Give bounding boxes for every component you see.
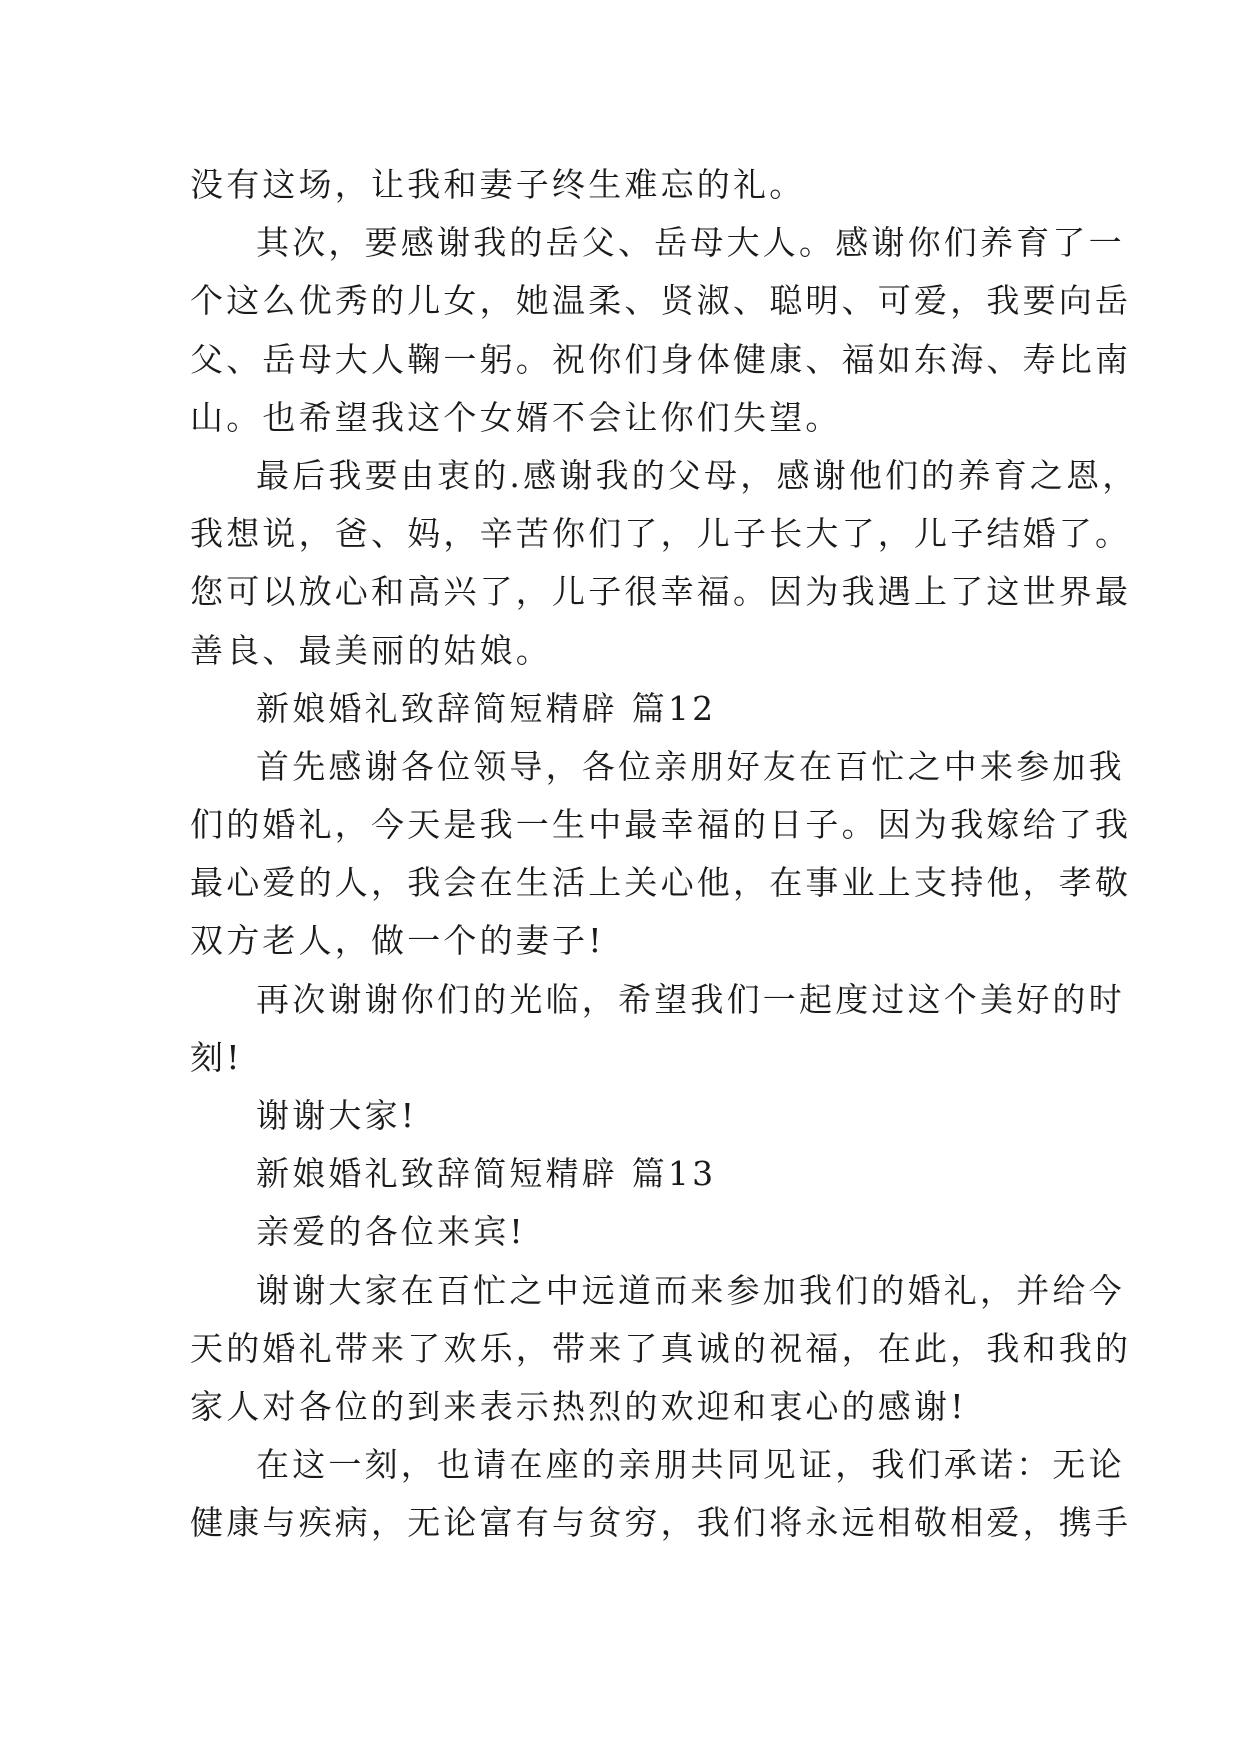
text-line: 双方老人，做一个的妻子! <box>190 921 605 961</box>
section-heading: 新娘婚礼致辞简短精辟 篇12 <box>256 688 717 728</box>
paragraph-start-line: 谢谢大家在百忙之中远道而来参加我们的婚礼，并给今 <box>256 1270 1125 1310</box>
text-line: 天的婚礼带来了欢乐，带来了真诚的祝福，在此，我和我的 <box>190 1328 1132 1368</box>
text-line: 家人对各位的到来表示热烈的欢迎和衷心的感谢! <box>190 1386 967 1426</box>
text-line: 山。也希望我这个女婿不会让你们失望。 <box>190 397 842 437</box>
text-line: 刻! <box>190 1037 243 1077</box>
text-line: 父、岳母大人鞠一躬。祝你们身体健康、福如东海、寿比南 <box>190 339 1132 379</box>
paragraph-start-line: 再次谢谢你们的光临，希望我们一起度过这个美好的时 <box>256 979 1125 1019</box>
text-line: 善良、最美丽的姑娘。 <box>190 630 552 670</box>
paragraph-start-line: 谢谢大家! <box>256 1096 418 1135</box>
text-line: 您可以放心和高兴了，儿子很幸福。因为我遇上了这世界最 <box>190 572 1132 612</box>
paragraph-start-line: 最后我要由衷的.感谢我的父母，感谢他们的养育之恩， <box>256 455 1139 495</box>
paragraph-start-line: 其次，要感谢我的岳父、岳母大人。感谢你们养育了一 <box>256 223 1125 263</box>
text-line: 没有这场，让我和妻子终生难忘的礼。 <box>190 165 806 204</box>
salutation-line: 亲爱的各位来宾! <box>256 1212 526 1252</box>
text-line: 们的婚礼，今天是我一生中最幸福的日子。因为我嫁给了我 <box>190 805 1132 845</box>
paragraph-start-line: 在这一刻，也请在座的亲朋共同见证，我们承诺：无论 <box>256 1445 1125 1485</box>
paragraph-start-line: 首先感谢各位领导，各位亲朋好友在百忙之中来参加我 <box>256 746 1125 786</box>
text-line: 个这么优秀的儿女，她温柔、贤淑、聪明、可爱，我要向岳 <box>190 281 1132 321</box>
section-heading: 新娘婚礼致辞简短精辟 篇13 <box>256 1154 717 1194</box>
text-line: 我想说，爸、妈，辛苦你们了，儿子长大了，儿子结婚了。 <box>190 514 1132 554</box>
document-body <box>190 156 1139 1553</box>
text-line: 健康与疾病，无论富有与贫穷，我们将永远相敬相爱，携手 <box>190 1503 1132 1543</box>
text-line: 最心爱的人，我会在生活上关心他，在事业上支持他，孝敬 <box>190 863 1132 903</box>
